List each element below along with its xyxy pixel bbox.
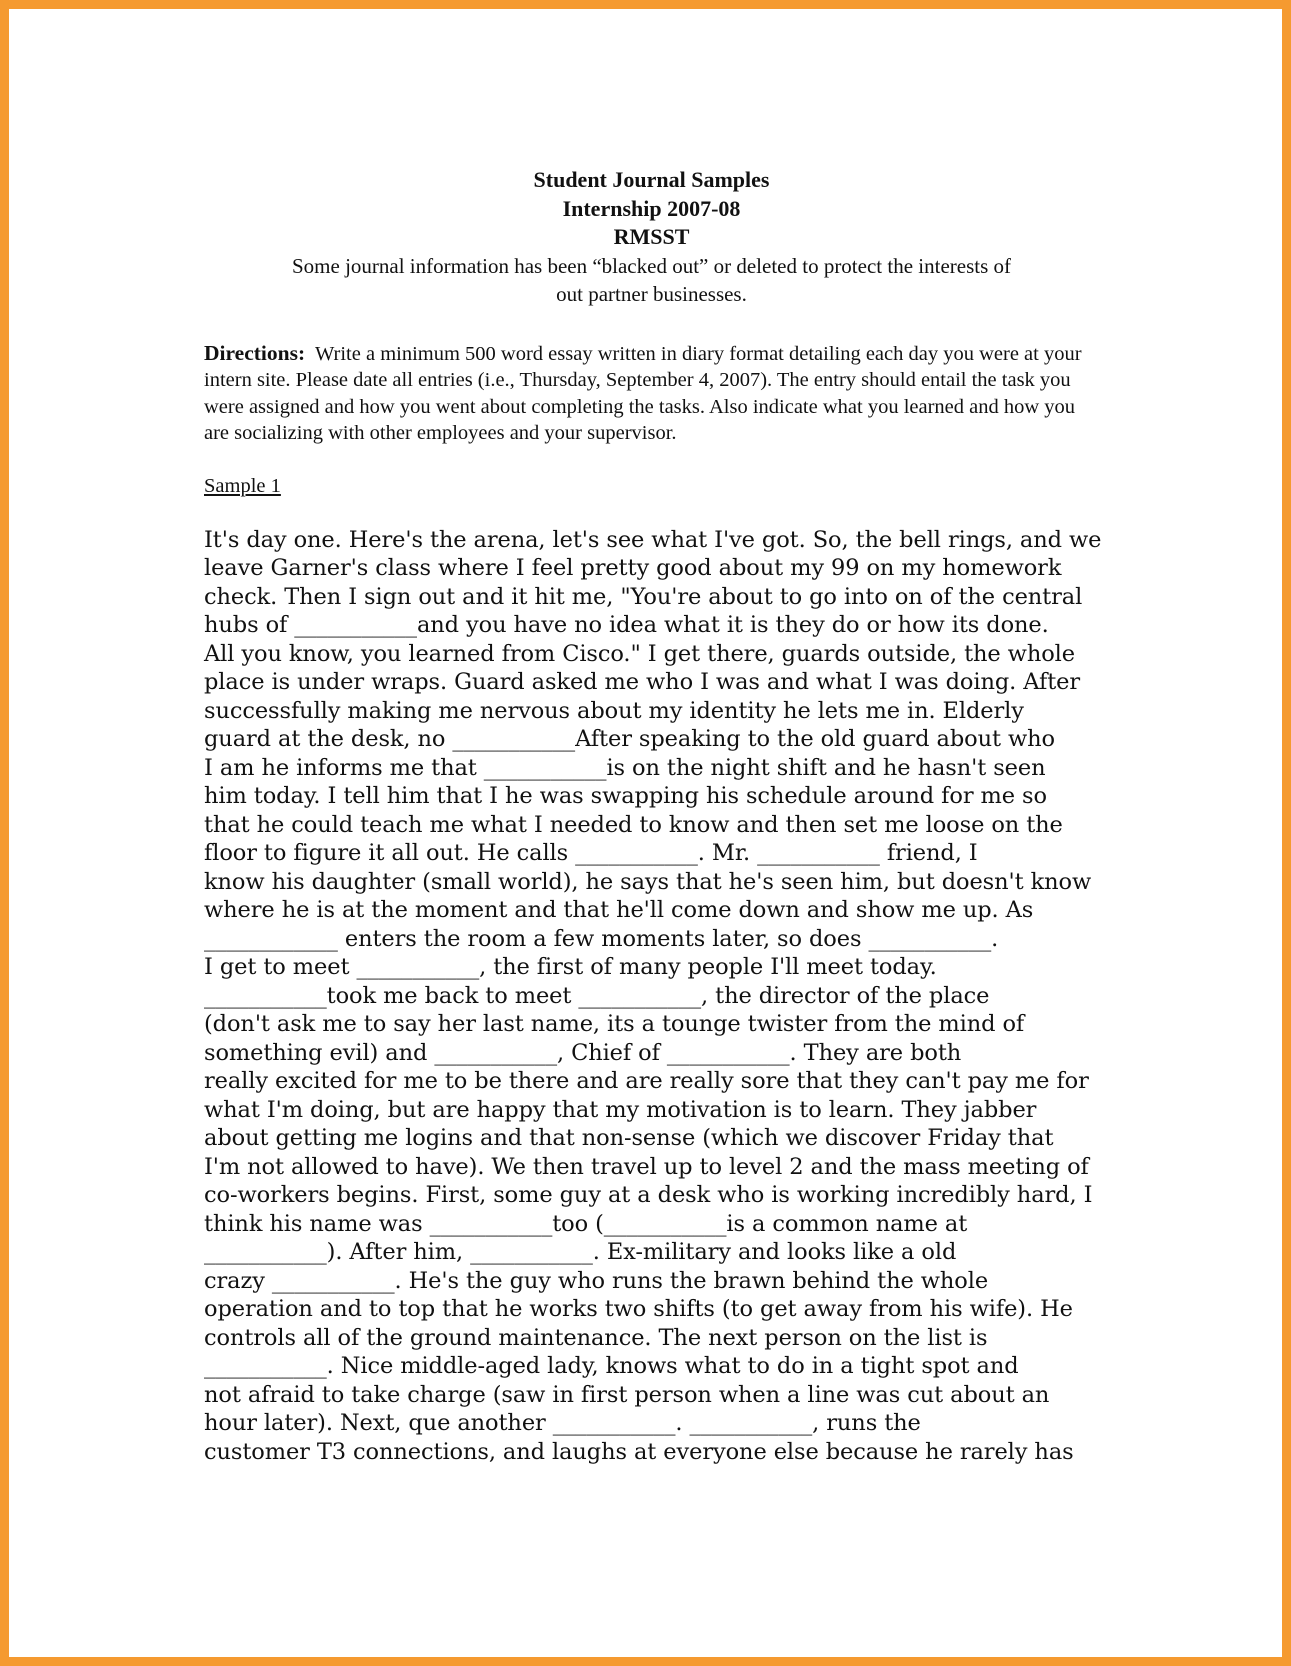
journal-line: hubs of ___________and you have no idea what it is they do or how its done. [204,612,1049,638]
journal-line: It's day one. Here's the arena, let's see what I've got. So, the bell rings, and we [204,526,1102,553]
journal-line: I get to meet ___________, the first of many people I'll meet today. [204,954,937,980]
sample-heading: Sample 1 [204,474,281,497]
journal-line: controls all of the ground maintenance. The next person on the list is [204,1324,988,1351]
journal-line: think his name was ___________too (___________is a common name at [204,1210,968,1237]
journal-line: floor to figure it all out. He calls ___________. Mr. ___________ friend, I [204,840,978,866]
journal-line: ___________. Nice middle-aged lady, knows what to do in a tight spot and [204,1353,1019,1379]
document-page [204,166,1104,1466]
journal-line: really excited for me to be there and are really sore that they can't pay me for [204,1068,1089,1094]
journal-line: ____________ enters the room a few moments later, so does ___________. [204,925,999,952]
journal-line: ___________took me back to meet ___________, the director of the place [204,982,990,1009]
journal-line: guard at the desk, no ___________After speaking to the old guard about who [204,726,1055,752]
journal-line: where he is at the moment and that he'll come down and show me up. As [204,897,1034,923]
directions-label: Directions: [204,340,306,365]
document-subtitle: Internship 2007-08 [562,195,741,221]
journal-line: leave Garner's class where I feel pretty good about my 99 on my homework [204,555,1062,581]
journal-line: what I'm doing, but are happy that my motivation is to learn. They jabber [204,1096,1037,1123]
journal-line: ___________). After him, ___________. Ex-military and looks like a old [204,1239,957,1265]
journal-line: customer T3 connections, and laughs at everyone else because he rarely has [204,1438,1074,1465]
journal-line: All you know, you learned from Cisco." I get there, guards outside, the whole [204,640,1075,667]
journal-line: successfully making me nervous about my identity he lets me in. Elderly [204,697,1024,724]
journal-line: co-workers begins. First, some guy at a desk who is working incredibly hard, I [204,1182,1093,1208]
journal-line: not afraid to take charge (saw in first person when a line was cut about an [204,1381,1050,1408]
journal-line: something evil) and ___________, Chief of ___________. They are both [204,1039,962,1066]
journal-line: I am he informs me that ___________is on the night shift and he hasn't seen [204,754,1046,781]
redaction-notice [212,252,1092,308]
journal-line: operation and to top that he works two shifts (to get away from his wife). He [204,1296,1073,1322]
journal-line: (don't ask me to say her last name, its a tounge twister from the mind of [204,1011,1025,1037]
journal-line: know his daughter (small world), he says that he's seen him, but doesn't know [204,868,1092,895]
journal-line: check. Then I sign out and it hit me, "You're about to go into on of the central [204,583,1083,610]
journal-line: him today. I tell him that I he was swapping his schedule around for me so [204,783,1047,809]
redaction-notice-line-1: Some journal information has been “blacked out” or deleted to protect the interests of [291,253,1011,278]
journal-line: about getting me logins and that non-sense (which we discover Friday that [204,1125,1054,1151]
journal-line: hour later). Next, que another ___________. ___________, runs the [204,1410,921,1436]
document-header [204,166,1099,308]
journal-line: I'm not allowed to have). We then travel up to level 2 and the mass meeting of [204,1153,1089,1180]
directions-paragraph [204,340,1102,447]
redaction-notice-line-2: out partner businesses. [556,281,747,306]
journal-line: that he could teach me what I needed to know and then set me loose on the [204,811,1063,838]
journal-line: place is under wraps. Guard asked me who I was and what I was doing. After [204,669,1081,695]
journal-entry [204,526,1109,1467]
journal-line: crazy ___________. He's the guy who runs the brawn behind the whole [204,1267,989,1294]
directions-text: Write a minimum 500 word essay written in diary format detailing each day you were at your intern site. Please date all entries (i.e., Thursday, September 4, 2007). The entry should entail the task you were assigned and how you went about completing the tasks. Also indicate what you learned and how you are socializing with other employees and your supervisor. [204,342,1082,444]
organization-name: RMSST [613,224,690,249]
document-title: Student Journal Samples [533,167,770,192]
